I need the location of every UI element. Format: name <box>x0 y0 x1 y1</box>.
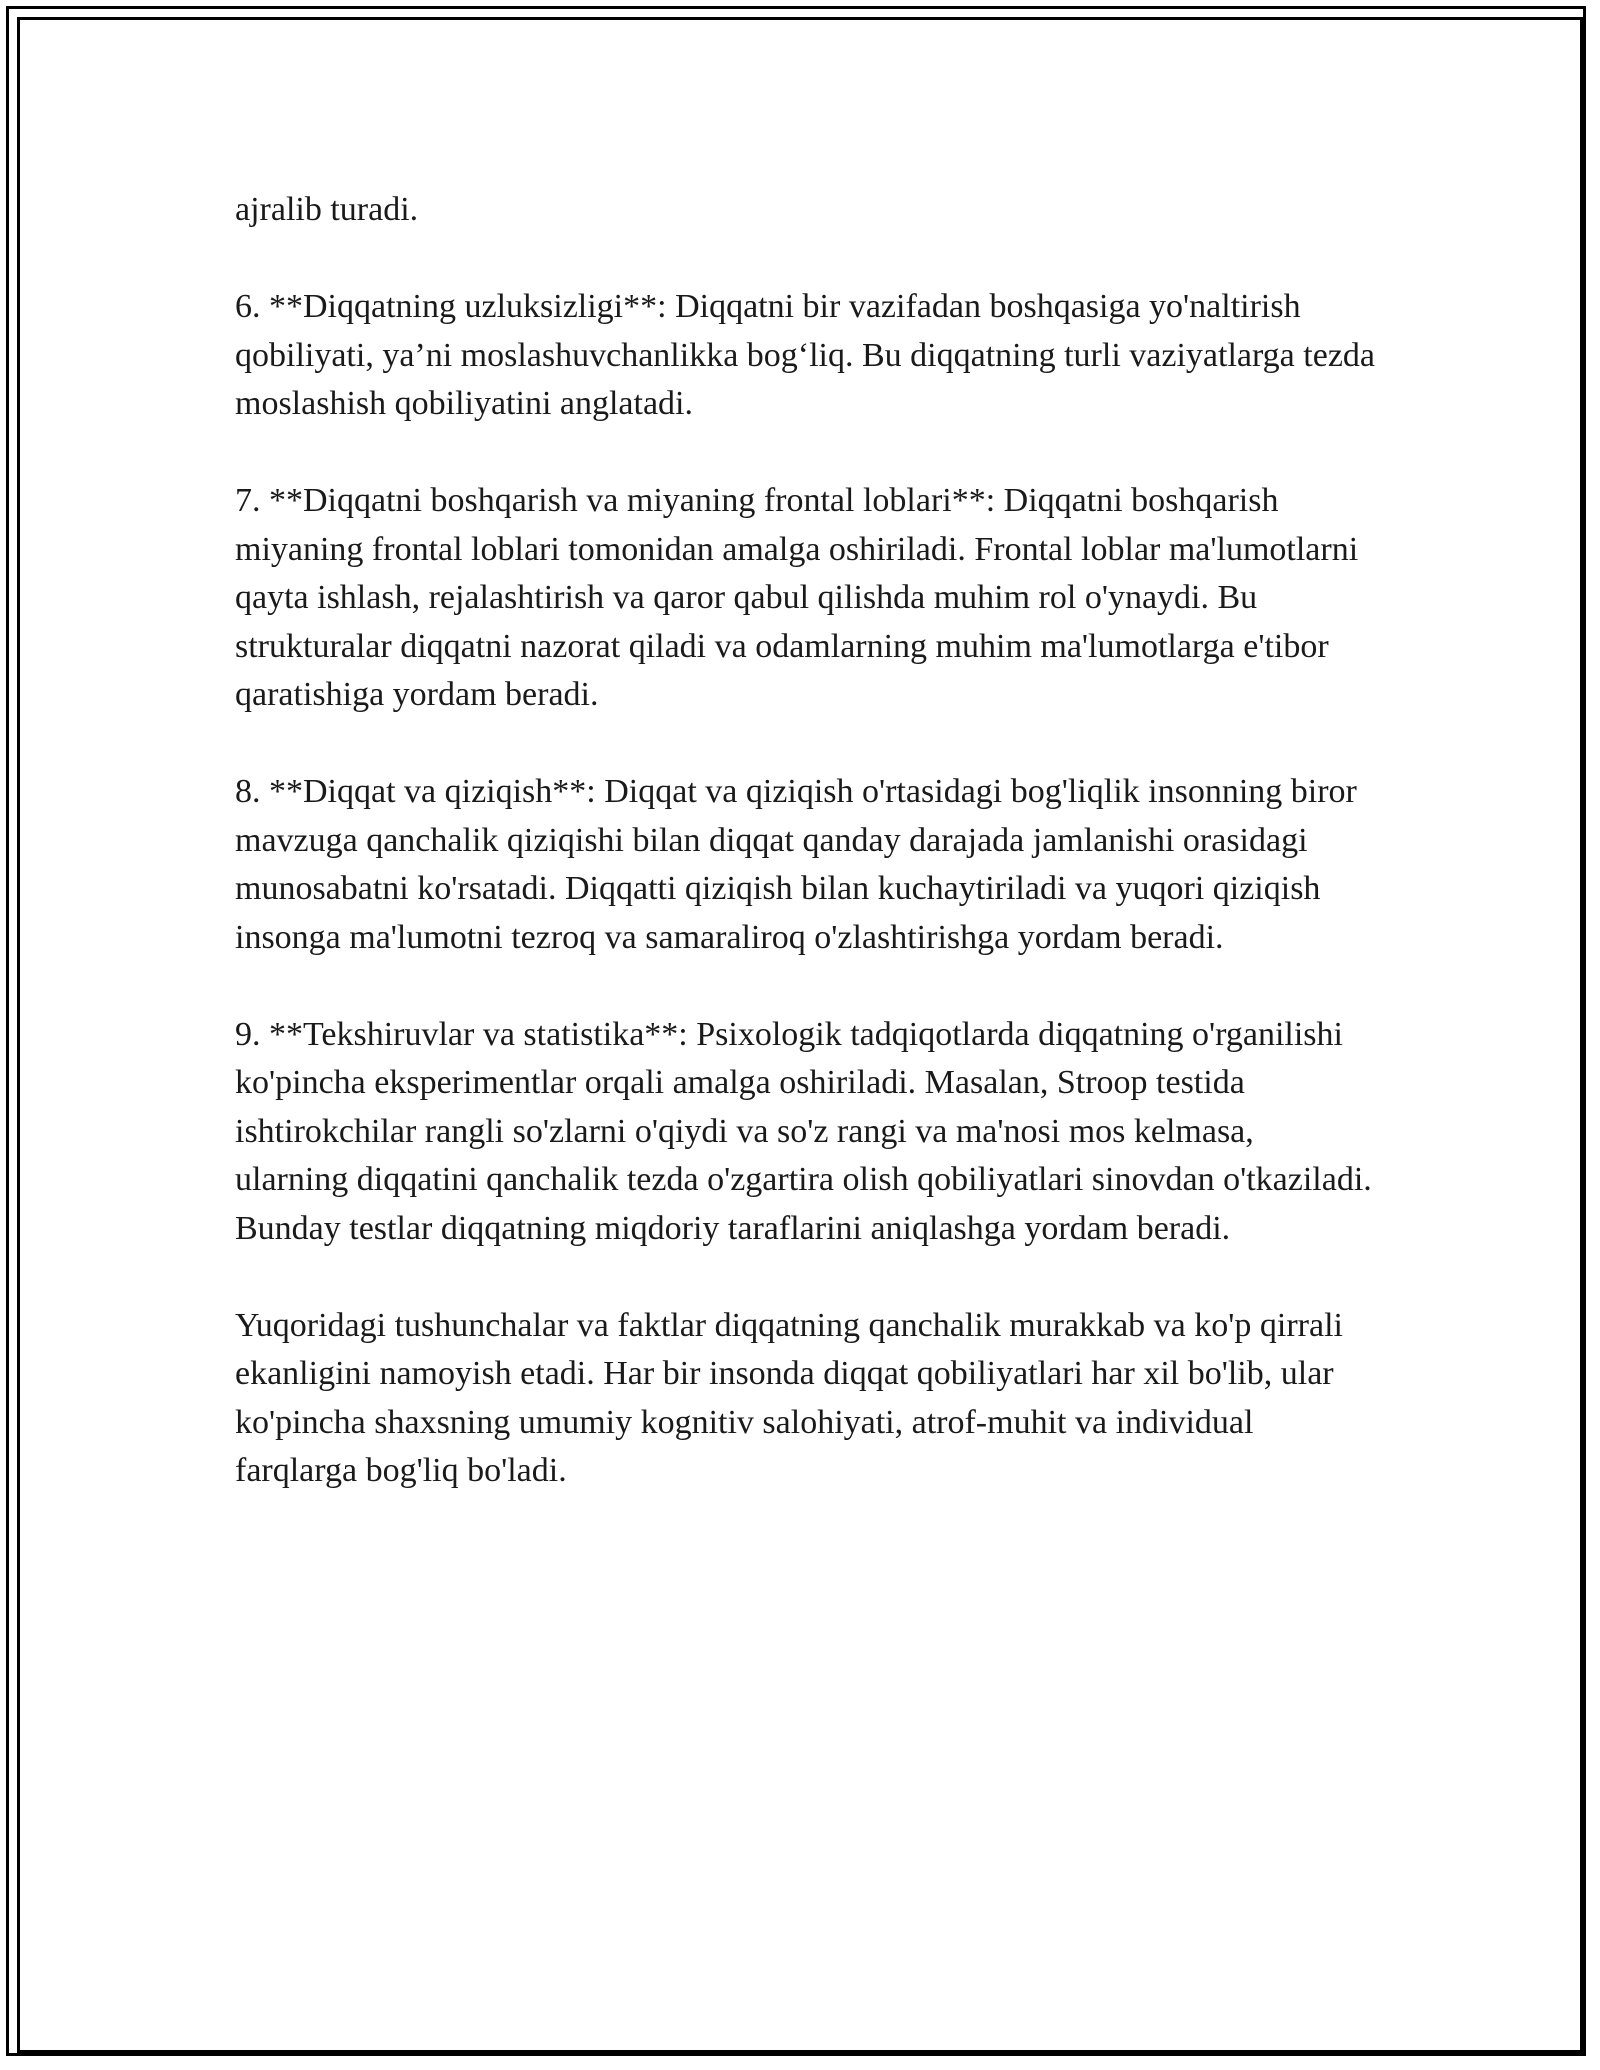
paragraph-item-6: 6. **Diqqatning uzluksizligi**: Diqqatni bir vazifadan boshqasiga yo'naltirish qobiliyati, ya’ni moslashuvchanlikka bog‘liq. Bu diqqatning turli vaziyatlarga tezda moslashish qobiliyatini anglatadi. <box>235 288 1375 422</box>
paragraph-item-7: 7. **Diqqatni boshqarish va miyaning frontal loblari**: Diqqatni boshqarish miyaning frontal loblari tomonidan amalga oshiriladi. Frontal loblar ma'lumotlarni qayta ishlash, rejalashtirish va qaror qabul qilishda muhim rol o'ynaydi. Bu strukturalar diqqatni nazorat qiladi va odamlarning muhim ma'lumotlarga e'tibor qaratishiga yordam beradi. <box>235 482 1359 713</box>
paragraph-item-9: 9. **Tekshiruvlar va statistika**: Psixologik tadqiqotlarda diqqatning o'rganilishi ko'pincha eksperimentlar orqali amalga oshiriladi. Masalan, Stroop testida ishtirokchilar rangli so'zlarni o'qiydi va so'z rangi va ma'nosi mos kelmasa, ularning diqqatini qanchalik tezda o'zgartira olish qobiliyatlari sinovdan o'tkaziladi. Bunday testlar diqqatning miqdoriy taraflarini aniqlashga yordam beradi. <box>235 1015 1372 1247</box>
paragraph-continuation: ajralib turadi. <box>235 191 419 228</box>
paragraph-item-8: 8. **Diqqat va qiziqish**: Diqqat va qiziqish o'rtasidagi bog'liqlik insonning biror mavzuga qanchalik qiziqishi bilan diqqat qanday darajada jamlanishi orasidagi munosabatni ko'rsatadi. Diqqatti qiziqish bilan kuchaytiriladi va yuqori qiziqish insonga ma'lumotni tezroq va samaraliroq o'zlashtirishga yordam beradi. <box>235 773 1357 956</box>
document-body <box>235 186 1375 1544</box>
paragraph-conclusion: Yuqoridagi tushunchalar va faktlar diqqatning qanchalik murakkab va ko'p qirrali ekanligini namoyish etadi. Har bir insonda diqqat qobiliyatlari har xil bo'lib, ular ko'pincha shaxsning umumiy kognitiv salohiyati, atrof-muhit va individual farqlarga bog'liq bo'ladi. <box>235 1306 1343 1489</box>
